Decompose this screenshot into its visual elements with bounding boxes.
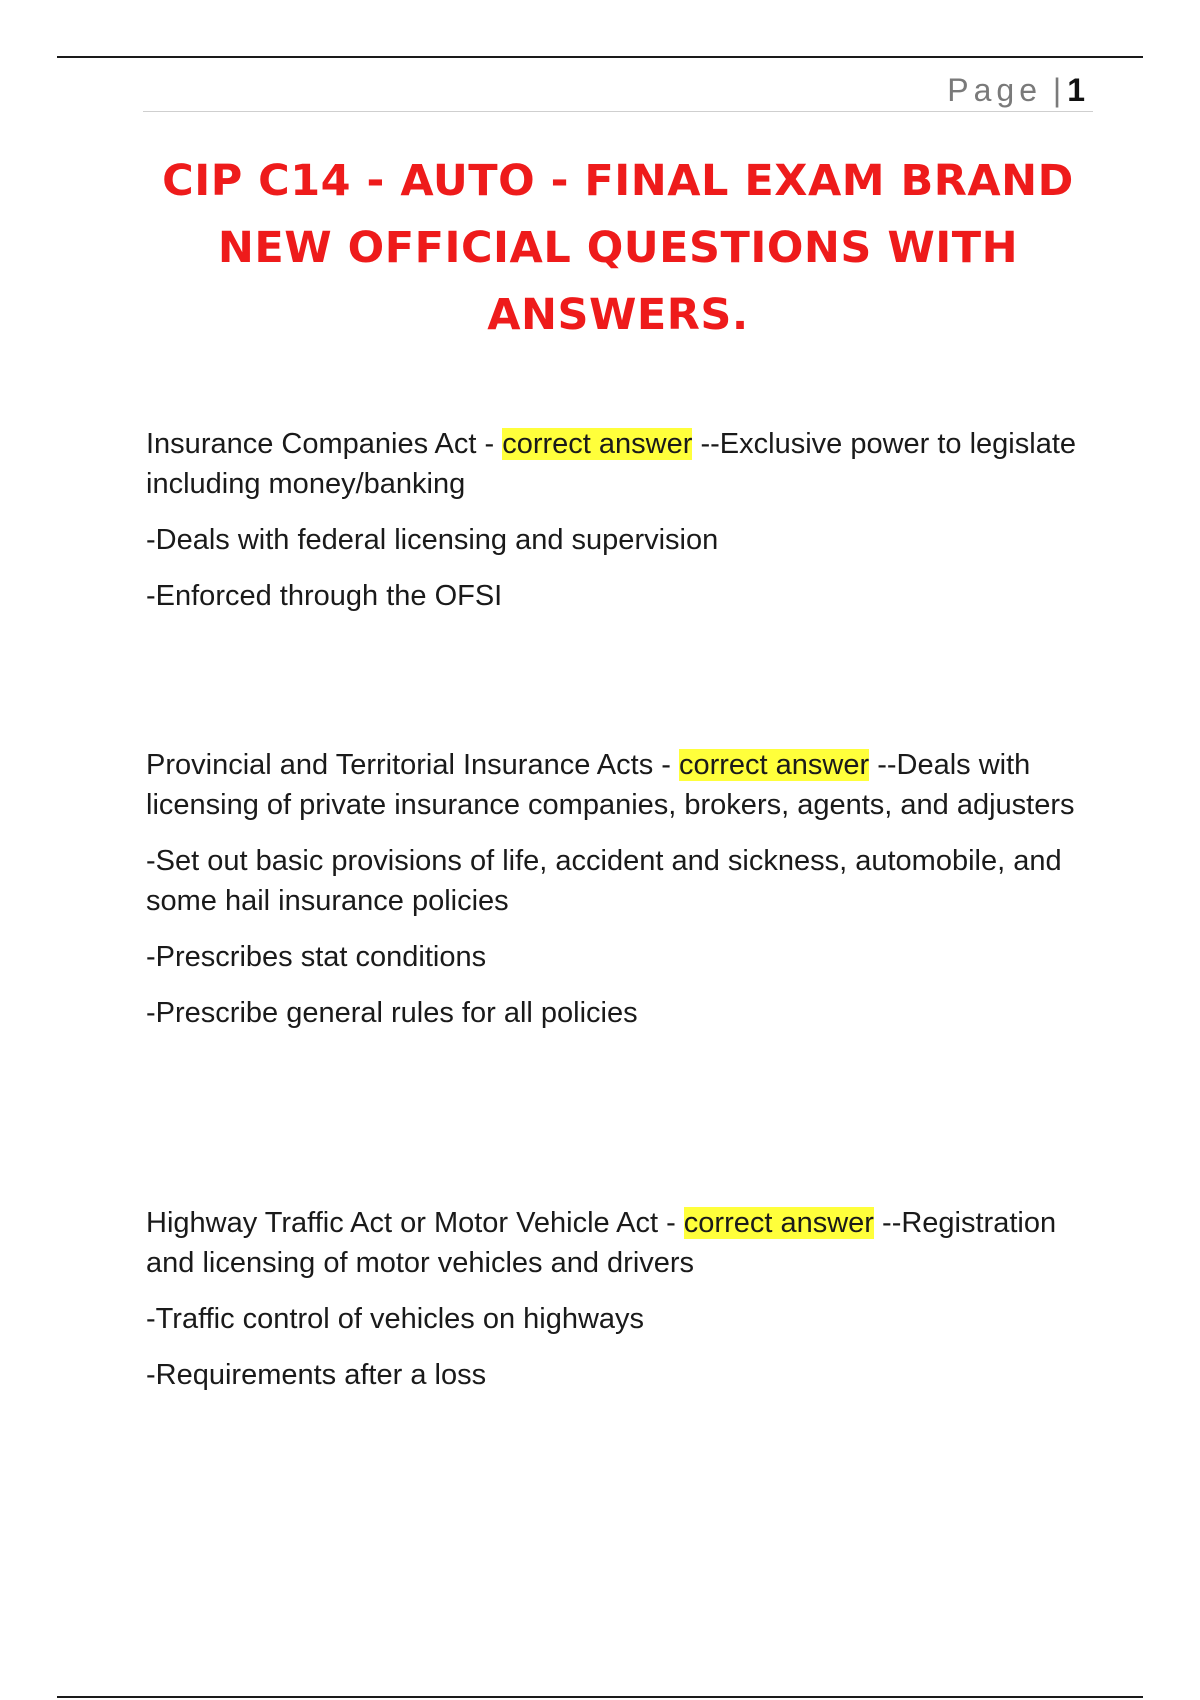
entry-point: -Requirements after a loss: [146, 1359, 487, 1391]
correct-answer-highlight: correct answer: [683, 1207, 874, 1239]
qa-entry-highway-traffic-act: [146, 1203, 1086, 1411]
document-title: [143, 148, 1093, 349]
page-word: Page: [947, 72, 1042, 108]
entry-answer: --Exclusive power to legislate including money/banking: [146, 428, 1077, 500]
entry-term: Highway Traffic Act or Motor Vehicle Act -: [146, 1207, 676, 1239]
entry-question: [146, 745, 1086, 825]
page-header: [143, 66, 1093, 112]
entry-point: -Prescribe general rules for all policies: [146, 997, 638, 1029]
title-line-2: NEW OFFICIAL QUESTIONS WITH: [217, 223, 1019, 273]
qa-entry-provincial-insurance-acts: [146, 745, 1086, 1049]
entry-point: -Enforced through the OFSI: [146, 580, 503, 612]
correct-answer-highlight: correct answer: [502, 428, 693, 460]
entry-term: Provincial and Territorial Insurance Acts -: [146, 749, 671, 781]
entry-point: -Deals with federal licensing and supervision: [146, 524, 719, 556]
entry-question: [146, 424, 1086, 504]
bottom-rule: [57, 1696, 1143, 1698]
title-line-3: ANSWERS.: [487, 290, 749, 340]
top-rule: [57, 56, 1143, 58]
title-line-1: CIP C14 - AUTO - FINAL EXAM BRAND: [162, 156, 1074, 206]
page-number-label: [947, 72, 1085, 108]
entry-point: -Set out basic provisions of life, accident and sickness, automobile, and some hail insurance policies: [146, 845, 1062, 917]
page-number: 1: [1067, 72, 1085, 108]
correct-answer-highlight: correct answer: [678, 749, 870, 781]
entry-answer: --Registration and licensing of motor vehicles and drivers: [146, 1207, 1057, 1279]
entry-term: Insurance Companies Act -: [146, 428, 495, 460]
entry-point: -Traffic control of vehicles on highways: [146, 1303, 645, 1335]
qa-entry-insurance-companies-act: [146, 424, 1086, 632]
entry-point: -Prescribes stat conditions: [146, 941, 487, 973]
entry-question: [146, 1203, 1086, 1283]
page-separator: |: [1052, 72, 1062, 108]
entry-answer: --Deals with licensing of private insurance companies, brokers, agents, and adjusters: [146, 749, 1075, 821]
